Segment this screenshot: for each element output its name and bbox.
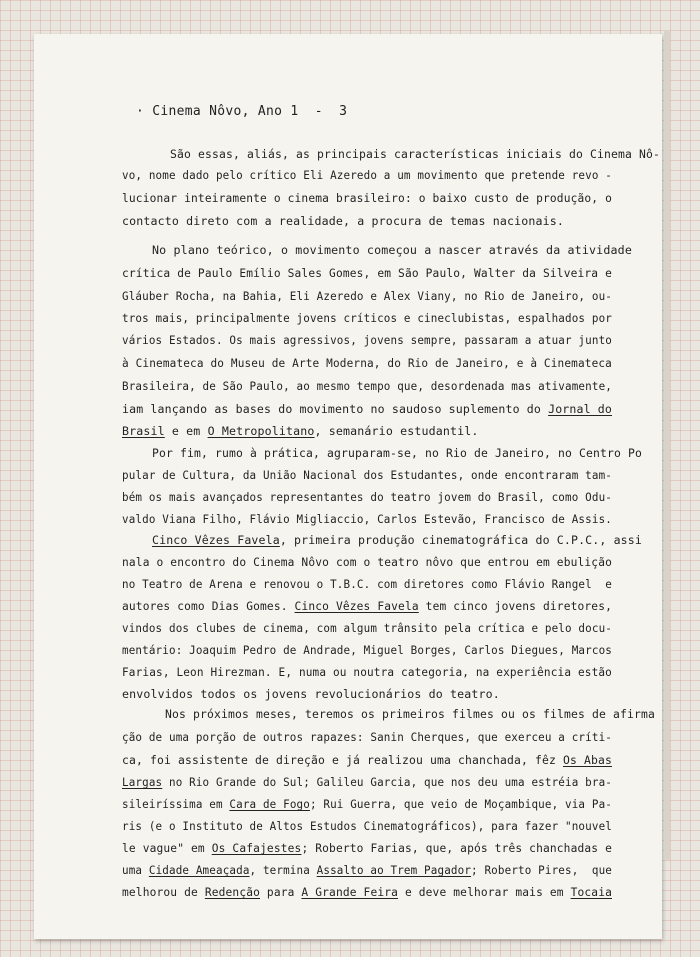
text-line [122, 266, 612, 281]
text-segment: vários Estados. Os mais agressivos, jovens sempre, passaram a atuar junto [122, 333, 612, 347]
text-line [122, 214, 564, 229]
text-line [122, 490, 612, 505]
text-line [122, 885, 612, 900]
text-segment: bém os mais avançados representantes do teatro jovem do Brasil, como Odu- [122, 490, 612, 504]
text-line [122, 665, 612, 680]
text-segment: vo, nome dado pelo crítico Eli Azeredo a um movimento que pretende revo - [122, 168, 612, 182]
text-segment: autores como Dias Gomes. [122, 599, 295, 613]
underlined-title: Os Abas [562, 753, 612, 767]
text-segment: ; Roberto Pires, que [471, 863, 612, 877]
text-segment: Brasileira, de São Paulo, ao mesmo tempo que, desordenada mas ativamente, [122, 379, 612, 393]
text-segment: crítica de Paulo Emílio Sales Gomes, em São Paulo, Walter da Silveira e [122, 266, 612, 280]
underlined-title: A Grande Feira [301, 885, 399, 899]
text-segment: ca, foi assistente de direção e já realizou uma chanchada, fêz [122, 753, 563, 767]
underlined-title: Tocaia [570, 885, 612, 899]
text-line [122, 289, 612, 304]
text-segment: para [260, 885, 302, 899]
text-segment: mentário: Joaquim Pedro de Andrade, Miguel Borges, Carlos Diegues, Marcos [122, 643, 612, 657]
text-segment: tros mais, principalmente jovens críticos e cineclubistas, espalhados por [122, 311, 612, 325]
text-line [122, 555, 612, 570]
text-line [122, 379, 612, 394]
text-segment: melhorou de [122, 885, 205, 899]
text-segment: le vague" em [122, 841, 212, 855]
text-segment: pular de Cultura, da União Nacional dos Estudantes, onde encontraram tam- [122, 468, 612, 482]
text-line [122, 863, 612, 878]
page-heading: · Cinema Nôvo, Ano 1 - 3 [136, 104, 348, 119]
underlined-title: O Metropolitano [207, 424, 315, 438]
text-segment: e em [164, 424, 208, 438]
text-segment: São essas, aliás, as principais características iniciais do Cinema Nô- [170, 147, 660, 161]
text-line [122, 402, 612, 417]
text-line [122, 643, 612, 658]
underlined-title: Brasil [122, 424, 165, 438]
text-line [122, 775, 612, 790]
text-segment: , semanário estudantil. [314, 424, 479, 438]
text-segment: ; Roberto Farias, que, após três chanchadas e [301, 841, 612, 855]
text-line [170, 147, 660, 162]
text-line [122, 356, 612, 371]
text-line [165, 707, 655, 722]
text-segment: ; Rui Guerra, que veio de Moçambique, via Pa- [309, 797, 612, 811]
underlined-title: Assalto ao Trem Pagador [316, 863, 472, 877]
text-line [122, 333, 612, 348]
page-edge-shadow [664, 30, 670, 860]
text-segment: , primeira produção cinematográfica do C.P.C., assi [279, 533, 642, 547]
underlined-title: Jornal do [548, 402, 612, 416]
text-segment: ris (e o Instituto de Altos Estudos Cinematográficos), para fazer "nouvel [122, 819, 612, 833]
text-segment: contacto direto com a realidade, a procura de temas nacionais. [122, 214, 565, 228]
text-segment: Nos próximos meses, teremos os primeiros filmes ou os filmes de afirma [165, 707, 655, 721]
text-segment: valdo Viana Filho, Flávio Migliaccio, Carlos Estevão, Francisco de Assis. [122, 512, 612, 526]
text-segment: lucionar inteiramente o cinema brasileiro: o baixo custo de produção, o [122, 191, 612, 205]
underlined-title: Cara de Fogo [229, 797, 310, 811]
text-line [122, 599, 612, 614]
text-segment: envolvidos todos os jovens revolucionários do teatro. [122, 687, 500, 701]
text-line [122, 841, 612, 856]
text-line [122, 468, 612, 483]
text-line [122, 577, 612, 592]
text-segment: Farias, Leon Hirezman. E, numa ou noutra categoria, na experiência estão [122, 665, 612, 679]
text-segment: Gláuber Rocha, na Bahia, Eli Azeredo e Alex Viany, no Rio de Janeiro, ou- [122, 289, 612, 303]
text-line [122, 191, 612, 206]
text-segment: nala o encontro do Cinema Nôvo com o teatro nôvo que entrou em ebulição [122, 555, 612, 569]
underlined-title: Os Cafajestes [211, 841, 302, 855]
text-line [122, 424, 479, 439]
text-segment: no Teatro de Arena e renovou o T.B.C. com diretores como Flávio Rangel e [122, 577, 612, 591]
text-segment: No plano teórico, o movimento começou a nascer através da atividade [152, 243, 632, 257]
text-line [122, 819, 612, 834]
text-segment: Por fim, rumo à prática, agruparam-se, no Rio de Janeiro, no Centro Po [152, 446, 642, 460]
underlined-title: Cinco Vêzes Favela [294, 599, 419, 613]
text-segment: no Rio Grande do Sul; Galileu Garcia, que nos deu uma estréia bra- [162, 775, 612, 789]
text-line [122, 512, 612, 527]
underlined-title: Cinco Vêzes Favela [152, 533, 280, 547]
text-line [122, 753, 612, 768]
text-segment: ção de uma porção de outros rapazes: Sanin Cherques, que exerceu a críti- [122, 730, 612, 744]
text-line [122, 730, 612, 745]
text-line [122, 797, 612, 812]
text-segment: à Cinemateca do Museu de Arte Moderna, do Rio de Janeiro, e à Cinemateca [122, 356, 612, 370]
text-line [152, 446, 642, 461]
text-line [122, 168, 612, 183]
underlined-title: Cidade Ameaçada [148, 863, 250, 877]
text-line [152, 533, 642, 548]
text-line [152, 243, 632, 258]
text-segment: e deve melhorar mais em [398, 885, 571, 899]
text-segment: tem cinco jovens diretores, [418, 599, 612, 613]
text-line [122, 311, 612, 326]
text-segment: uma [122, 863, 149, 877]
text-segment: iam lançando as bases do movimento no saudoso suplemento do [122, 402, 549, 416]
text-line [122, 687, 500, 702]
text-segment: , termina [249, 863, 317, 877]
underlined-title: Redenção [204, 885, 261, 899]
text-segment: sileiríssima em [122, 797, 230, 811]
text-line [122, 621, 612, 636]
text-segment: vindos dos clubes de cinema, com algum trânsito pela crítica e pelo docu- [122, 621, 612, 635]
underlined-title: Largas [122, 775, 163, 789]
